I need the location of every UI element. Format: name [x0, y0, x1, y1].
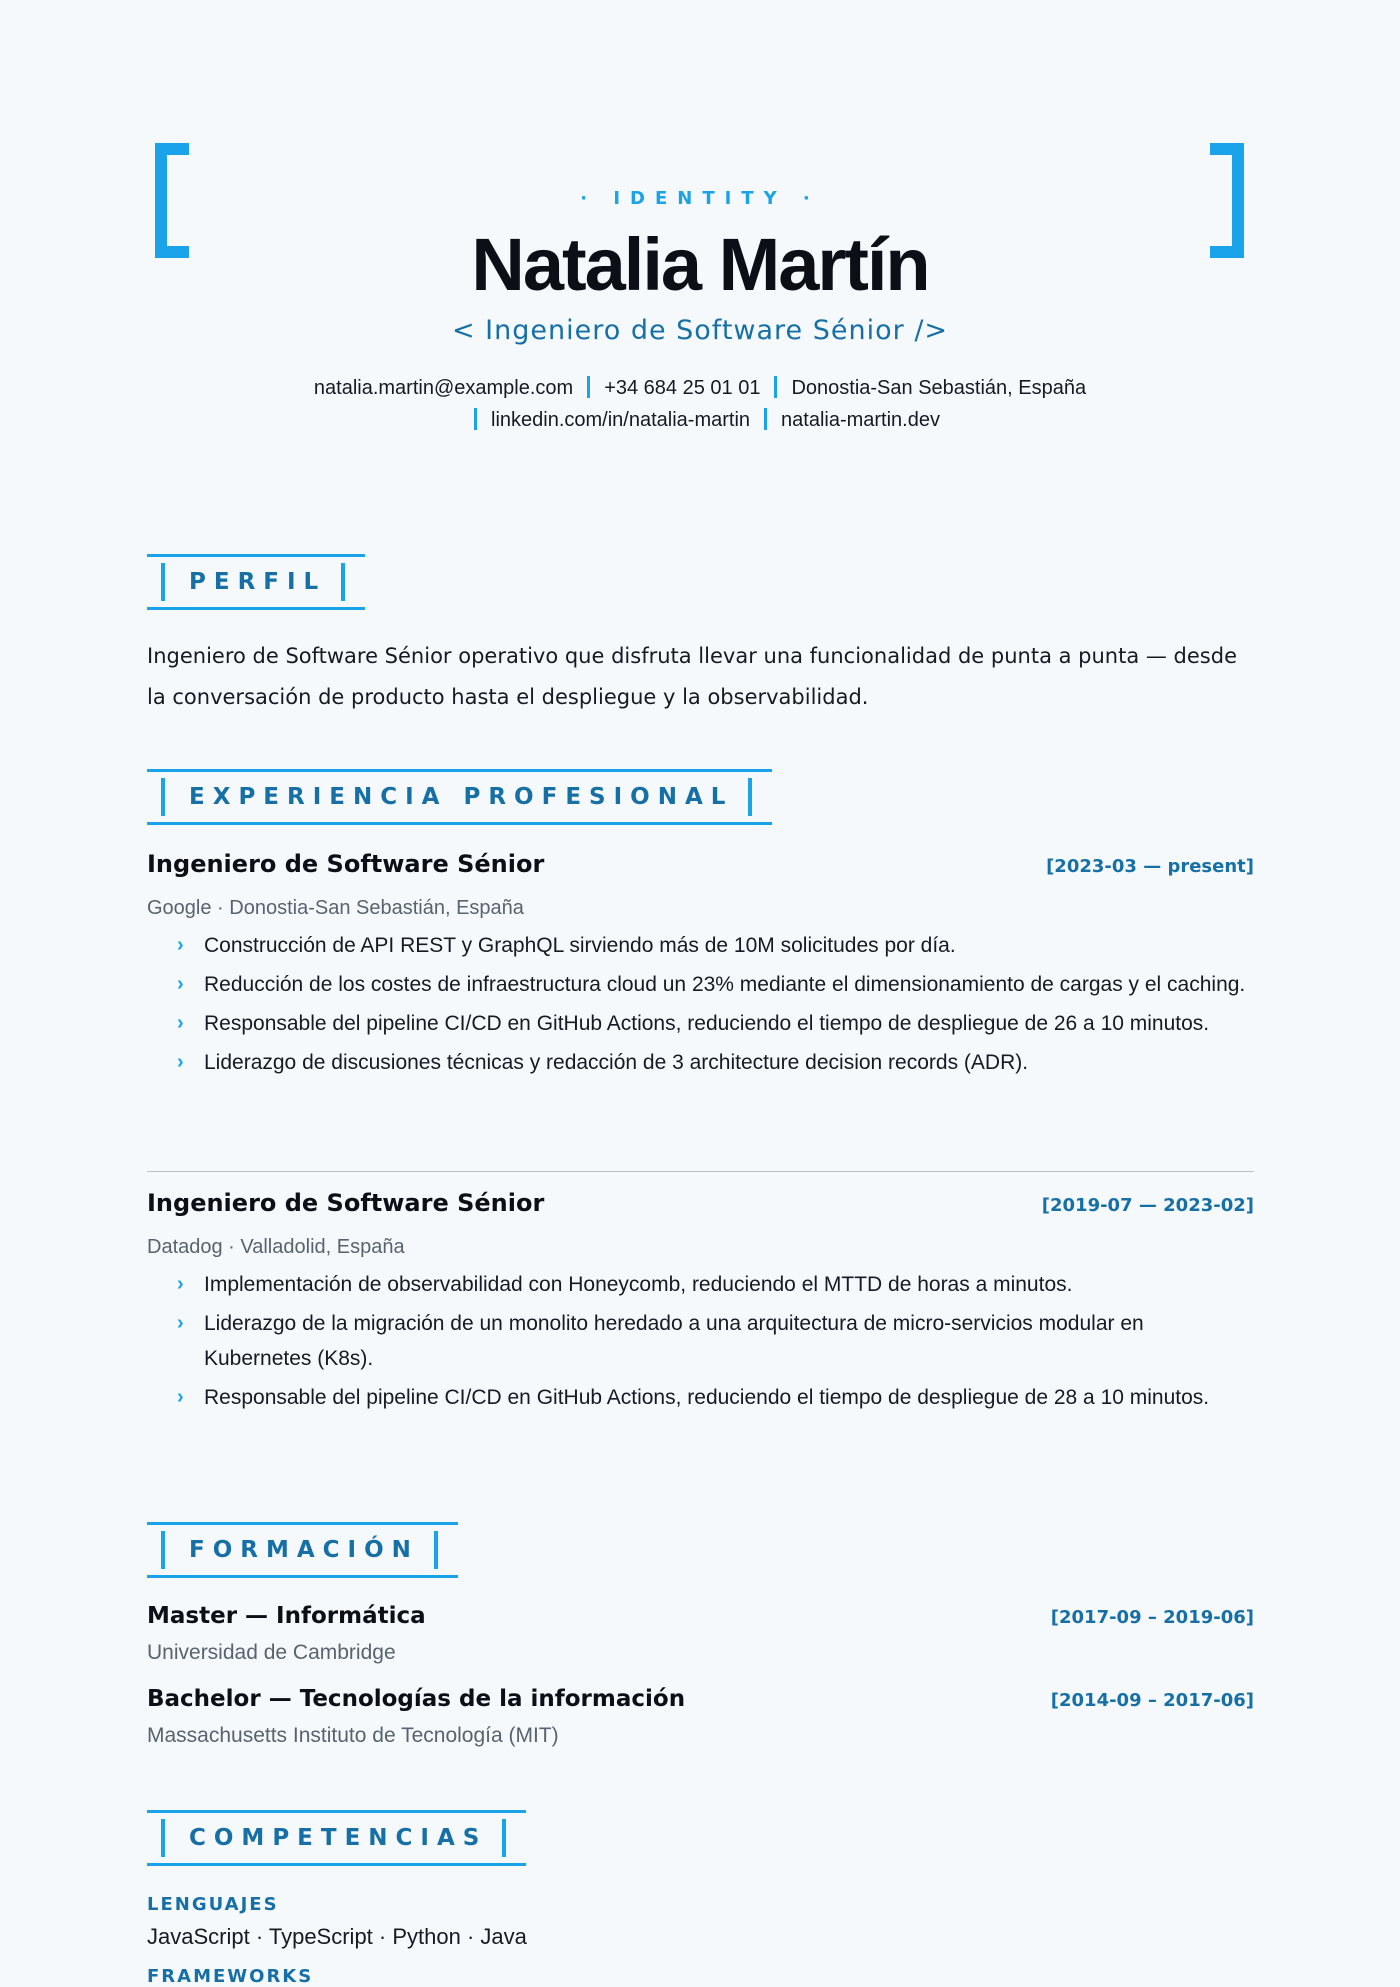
education-entry: [147, 1686, 1254, 1748]
job-title: Ingeniero de Software Sénior: [147, 850, 545, 878]
contact-website[interactable]: natalia-martin.dev: [781, 409, 940, 431]
section-heading-text: COMPETENCIAS: [189, 1825, 488, 1851]
degree-dates: [2017-09 – 2019-06]: [1050, 1607, 1254, 1628]
experience-entry: [147, 850, 1254, 1084]
list-item: [147, 1306, 1254, 1376]
candidate-title: < Ingeniero de Software Sénior />: [451, 315, 949, 346]
chevron-right-icon: ›: [177, 973, 184, 995]
section-heading-skills: [147, 1810, 526, 1866]
chevron-right-icon: ›: [177, 934, 184, 956]
list-item: [147, 967, 1254, 1002]
list-item: [147, 1267, 1254, 1302]
job-bullets: [147, 928, 1254, 1080]
contact-linkedin[interactable]: linkedin.com/in/natalia-martin: [491, 409, 751, 431]
job-company: Google · Donostia-San Sebastián, España: [147, 897, 524, 919]
entry-divider: [147, 1171, 1254, 1172]
heading-bar: [502, 1819, 506, 1857]
profile-summary: Ingeniero de Software Sénior operativo que disfruta llevar una funcionalidad de punta a punta — desde la conversación de producto hasta el despliegue y la observabilidad.: [147, 644, 1238, 709]
bullet-text: Responsable del pipeline CI/CD en GitHub Actions, reduciendo el tiempo de despliegue de 26 a 10 minutos.: [204, 1012, 1210, 1035]
identity-eyebrow: · IDENTITY ·: [580, 188, 820, 209]
school-name: Universidad de Cambridge: [147, 1641, 396, 1664]
degree-dates: [2014-09 – 2017-06]: [1050, 1690, 1254, 1711]
job-title: Ingeniero de Software Sénior: [147, 1189, 545, 1217]
candidate-name: Natalia Martín: [471, 223, 929, 306]
contact-phone[interactable]: +34 684 25 01 01: [604, 377, 761, 399]
section-heading-experience: [147, 769, 772, 825]
skill-group-label: LENGUAJES: [147, 1894, 279, 1915]
bullet-text: Reducción de los costes de infraestructura cloud un 23% mediante el dimensionamiento de cargas y el caching.: [204, 973, 1246, 996]
heading-bar: [341, 563, 345, 601]
job-dates: [2019-07 — 2023-02]: [1041, 1195, 1254, 1216]
list-item: [147, 1045, 1254, 1080]
bullet-text: Liderazgo de discusiones técnicas y redacción de 3 architecture decision records (ADR).: [204, 1051, 1029, 1074]
job-dates: [2023-03 — present]: [1046, 856, 1254, 877]
degree-title: Bachelor — Tecnologías de la información: [147, 1686, 686, 1712]
section-heading-text: PERFIL: [189, 569, 327, 595]
chevron-right-icon: ›: [177, 1386, 184, 1408]
heading-bar: [434, 1531, 438, 1569]
bullet-text: Liderazgo de la migración de un monolito heredado a una arquitectura de micro-servicios modular en Kubernetes (K8s).: [204, 1312, 1144, 1370]
chevron-right-icon: ›: [177, 1051, 184, 1073]
experience-entry: [147, 1189, 1254, 1419]
school-name: Massachusetts Instituto de Tecnología (MIT): [147, 1724, 559, 1747]
section-heading-education: [147, 1522, 458, 1578]
job-bullets: [147, 1267, 1254, 1415]
list-item: [147, 928, 1254, 963]
contact-line: [310, 372, 1090, 436]
degree-title: Master — Informática: [147, 1603, 426, 1629]
skill-group-values: JavaScript · TypeScript · Python · Java: [147, 1924, 527, 1949]
contact-email[interactable]: natalia.martin@example.com: [313, 377, 574, 399]
contact-separator: [764, 408, 767, 430]
contact-separator: [774, 376, 777, 398]
chevron-right-icon: ›: [177, 1012, 184, 1034]
section-heading-profile: [147, 554, 365, 610]
section-heading-text: EXPERIENCIA PROFESIONAL: [189, 784, 734, 810]
education-entry: [147, 1603, 1254, 1665]
bullet-text: Responsable del pipeline CI/CD en GitHub Actions, reduciendo el tiempo de despliegue de 28 a 10 minutos.: [204, 1386, 1210, 1409]
section-heading-text: FORMACIÓN: [189, 1537, 419, 1563]
chevron-right-icon: ›: [177, 1312, 184, 1334]
list-item: [147, 1380, 1254, 1415]
bullet-text: Implementación de observabilidad con Honeycomb, reduciendo el MTTD de horas a minutos.: [204, 1273, 1073, 1296]
bullet-text: Construcción de API REST y GraphQL sirviendo más de 10M solicitudes por día.: [204, 934, 956, 957]
chevron-right-icon: ›: [177, 1273, 184, 1295]
contact-separator: [587, 376, 590, 398]
skill-group-label: FRAMEWORKS: [147, 1966, 314, 1987]
contact-separator: [474, 408, 477, 430]
job-company: Datadog · Valladolid, España: [147, 1236, 405, 1258]
list-item: [147, 1006, 1254, 1041]
contact-location: Donostia-San Sebastián, España: [791, 377, 1087, 399]
heading-bar: [748, 778, 752, 816]
